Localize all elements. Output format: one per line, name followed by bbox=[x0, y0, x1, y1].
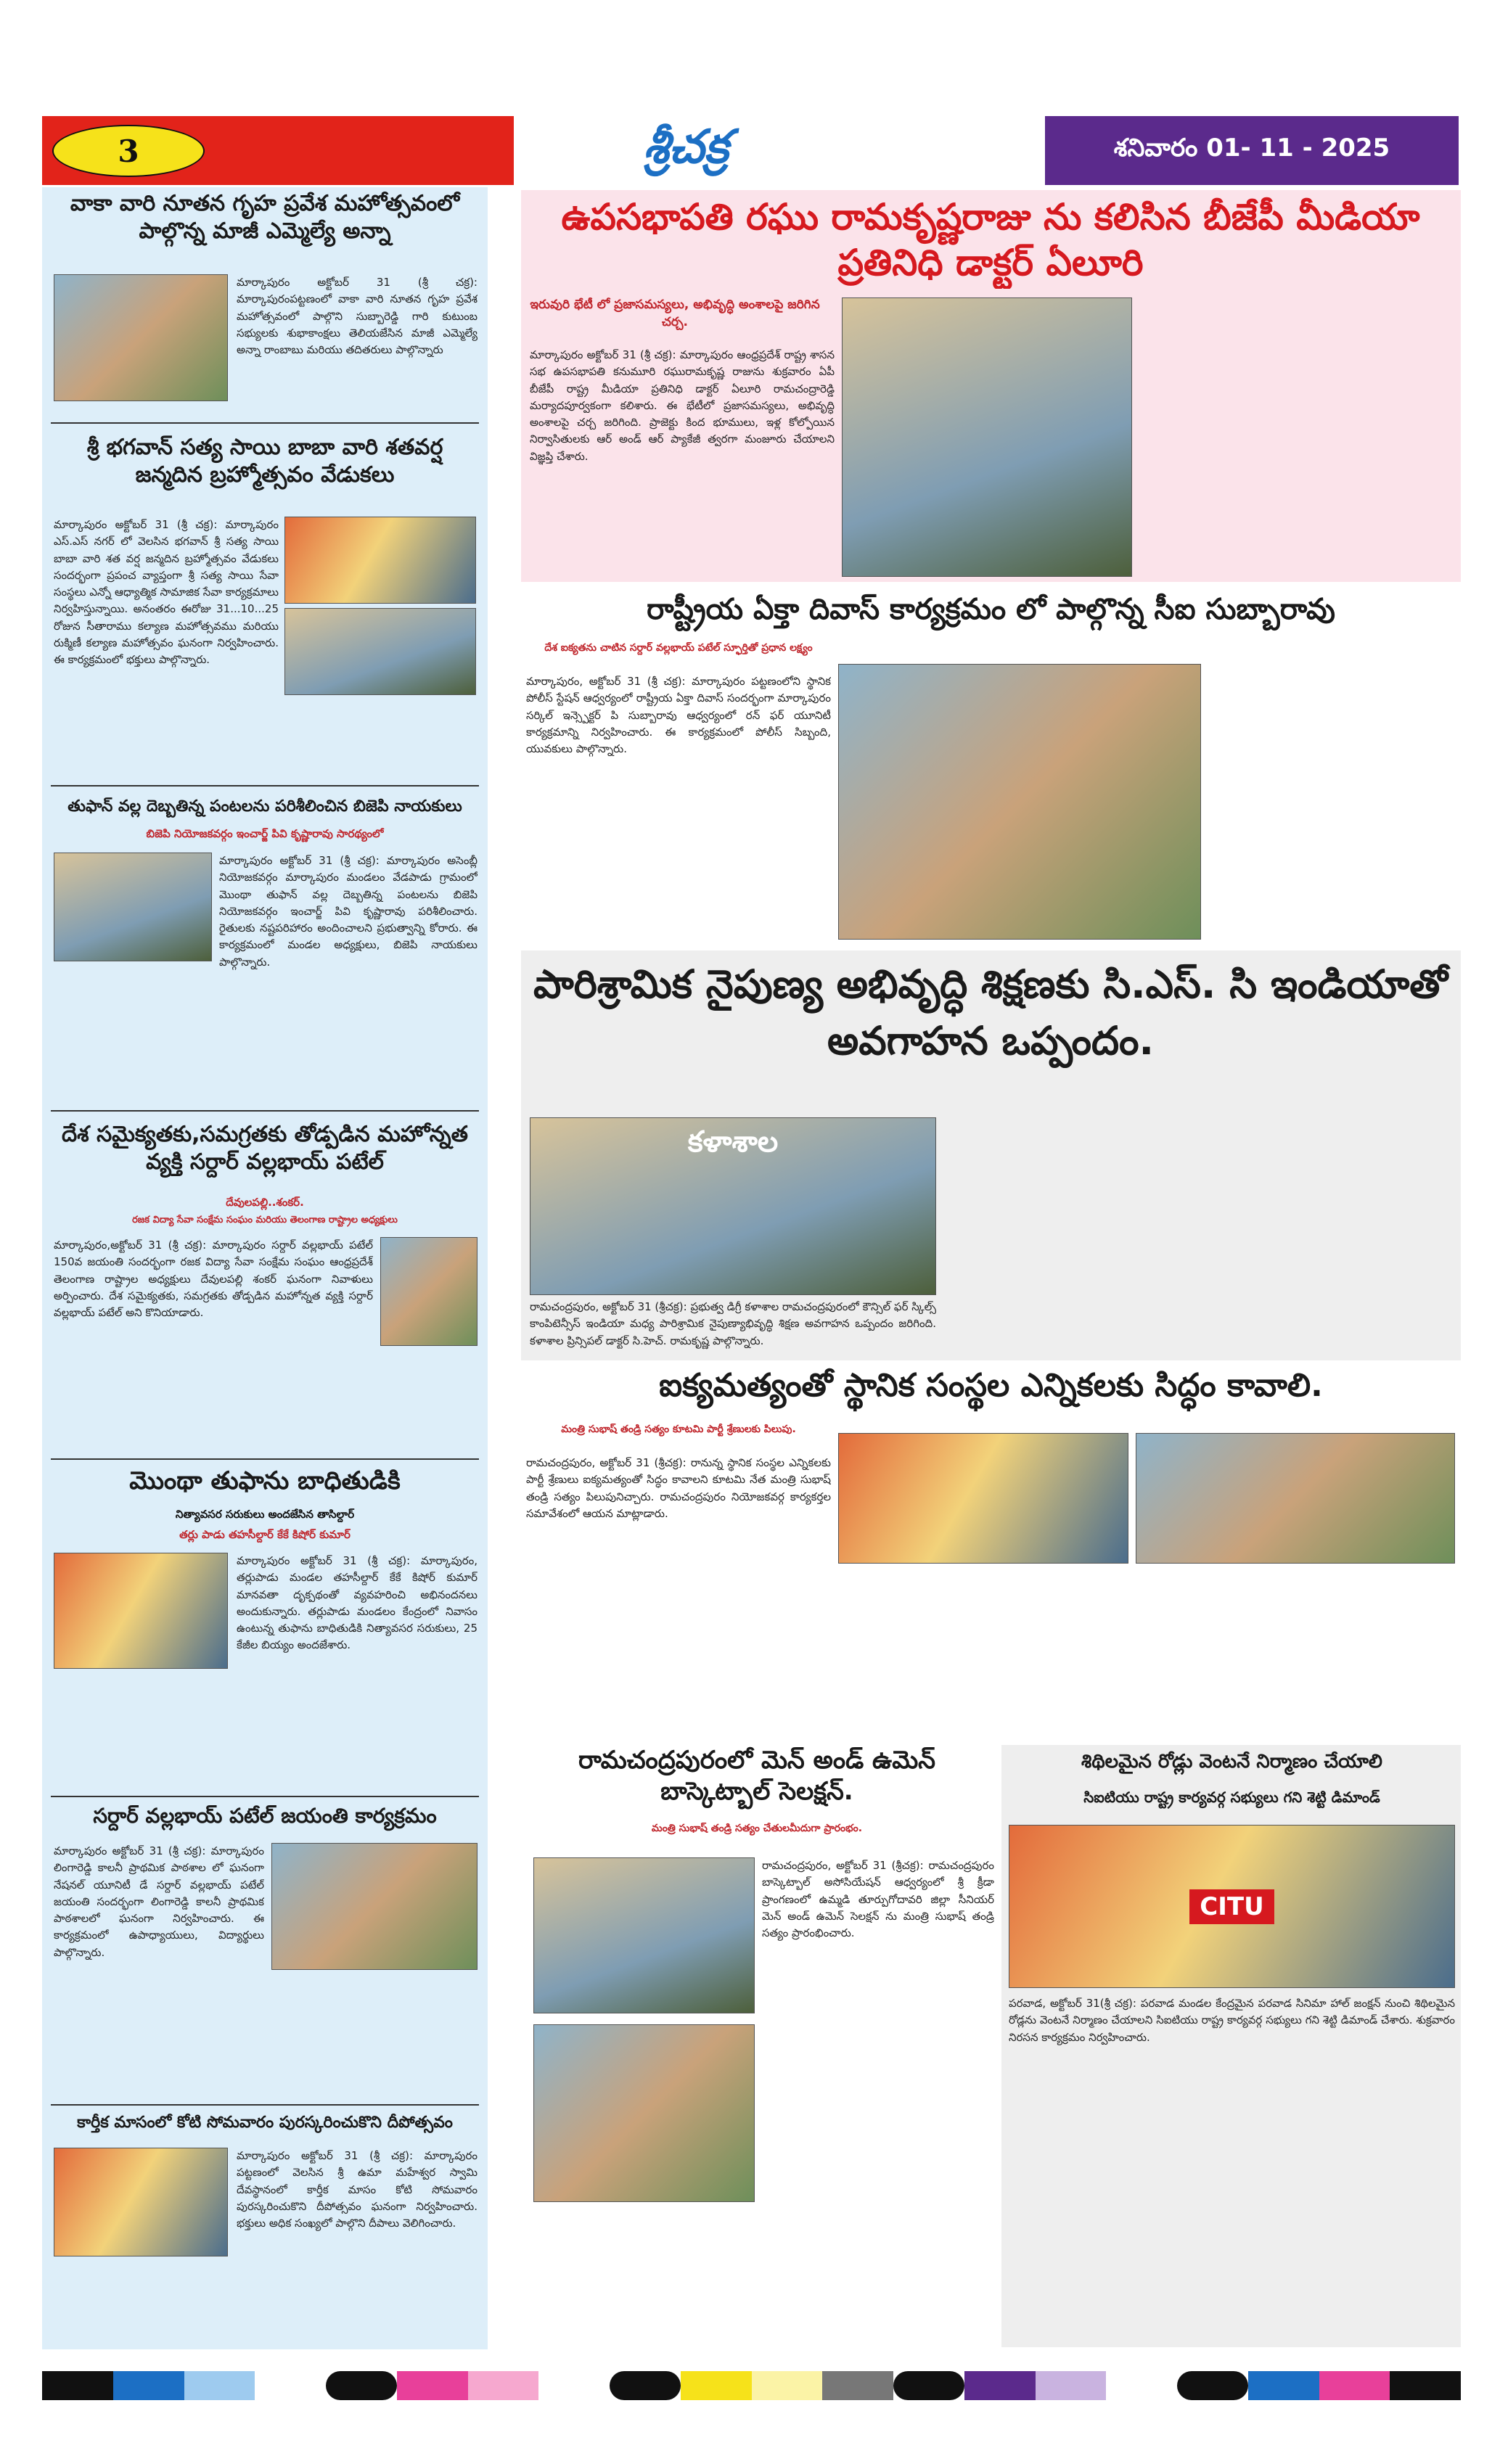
swatch bbox=[397, 2371, 468, 2400]
swatch bbox=[255, 2371, 326, 2400]
article-title: శిథిలమైన రోడ్లు వెంటనే నిర్మాణం చేయాలి bbox=[1081, 1751, 1382, 1773]
swatch bbox=[1177, 2371, 1248, 2400]
divider bbox=[51, 1458, 479, 1460]
divider bbox=[51, 1796, 479, 1797]
swatch bbox=[1036, 2371, 1107, 2400]
story-subtitle: బిజెపి నియోజకవర్గం ఇంచార్జ్ పివి కృష్ణారావు సారథ్యంలో bbox=[146, 827, 384, 840]
swatch bbox=[113, 2371, 184, 2400]
photo-banner-text: కళాశాల bbox=[687, 1125, 779, 1159]
article-subtitle: మంత్రి సుభాష్ తండ్రి సత్యం చేతులమీదుగా ప్రారంభం. bbox=[651, 1823, 863, 1834]
swatch bbox=[468, 2371, 539, 2400]
article-body-continued bbox=[1139, 297, 1455, 577]
story-photo bbox=[380, 1237, 478, 1346]
article-photo bbox=[1009, 1825, 1455, 1988]
page-number-badge bbox=[52, 125, 205, 177]
article-title: ఉపసభాపతి రఘు రామకృష్ణరాజు ను కలిసిన బీజేపీ మీడియా ప్రతినిధి డాక్టర్ ఏలూరి bbox=[561, 196, 1420, 284]
article-photo bbox=[530, 1117, 936, 1295]
article-photo bbox=[842, 297, 1132, 577]
article-body: రామచంద్రపురం, అక్టోబర్ 31 (శ్రీచక్ర): రామచంద్రపురం బాస్కెట్బాల్ అసోసియేషన్ ఆధ్వర్యంలో శ్రీ క్రీడా ప్రాంగణంలో ఉమ్మడి తూర్పుగోదావరి జిల్లా సీనియర్ మెన్ అండ్ ఉమెన్ సెలక్షన్ ను మంత్రి సుభాష్ తండ్రి సత్యం ప్రారంభించారు. bbox=[762, 1859, 994, 1939]
article-body: రామచంద్రపురం, అక్టోబర్ 31 (శ్రీచక్ర): రానున్న స్థానిక సంస్థల ఎన్నికలకు పార్టీ శ్రేణులు ఐక్యమత్యంతో సిద్ధం కావాలని కూటమి నేత మంత్రి సుభాష్ తండ్రి సత్యం పిలుపునిచ్చారు. రామచంద్రపురం నియోజకవర్గ కార్యకర్తల సమావేశంలో ఆయన మాట్లాడారు. bbox=[526, 1456, 831, 1520]
story-photo bbox=[284, 517, 476, 604]
story-body: మార్కాపురం అక్టోబర్ 31 (శ్రీ చక్ర): మార్కాపురం, తర్లుపాడు మండల తహసీల్దార్ కేకే కిషోర్ కుమార్ మానవతా దృక్పథంతో వ్యవహరించి అభినందనలు అందుకున్నారు. తర్లుపాడు మండలం కేంద్రంలో నివాసం ఉంటున్న తుఫాను బాధితుడికి నిత్యావసర సరుకులు, 25 కేజీల బియ్యం అందజేశారు. bbox=[237, 1554, 478, 1652]
story-subtitle: రజక విద్యా సేవా సంక్షేమ సంఘం మరియు తెలంగాణ రాష్ట్రాల అధ్యక్షులు bbox=[132, 1215, 398, 1225]
article-body-continued bbox=[838, 1571, 1455, 1734]
swatch bbox=[538, 2371, 610, 2400]
story-body: మార్కాపురం అక్టోబర్ 31 (శ్రీ చక్ర): మార్కాపురం అసెంబ్లీ నియోజకవర్గం మార్కాపురం మండలం వేడపాడు గ్రామంలో మొంథా తుఫాన్ వల్ల దెబ్బతిన్న పంటలను బిజెపి నియోజకవర్గం ఇంచార్జ్ పివి కృష్ణారావు పరిశీలించారు. రైతులకు నష్టపరిహారం అందించాలని ప్రభుత్వాన్ని కోరారు. ఈ కార్యక్రమంలో మండల అధ్యక్షులు, బిజెపి నాయకులు పాల్గొన్నారు. bbox=[219, 854, 478, 969]
newspaper-logo bbox=[581, 116, 791, 189]
article-title: రామచంద్రపురంలో మెన్ అండ్ ఉమెన్ బాస్కెట్బాల్ సెలక్షన్. bbox=[578, 1746, 936, 1806]
logo-text: శ్రీచక్ర bbox=[643, 120, 729, 174]
swatch bbox=[1106, 2371, 1177, 2400]
page-number: 3 bbox=[118, 133, 139, 169]
swatch bbox=[184, 2371, 255, 2400]
swatch bbox=[893, 2371, 964, 2400]
swatch bbox=[1248, 2371, 1319, 2400]
swatch bbox=[1319, 2371, 1390, 2400]
article-photo bbox=[533, 2024, 755, 2202]
story-photo bbox=[54, 2148, 228, 2256]
story-body: మార్కాపురం అక్టోబర్ 31 (శ్రీ చక్ర): మార్కాపురంపట్టణంలో వాకా వారి నూతన గృహ ప్రవేశ మహోత్సవంలో పాల్గొని సుబ్బారెడ్డి గారి కుటుంబ సభ్యులకు శుభాకాంక్షలు తెలియజేసిన మాజీ ఎమ్మెల్యే అన్నా రాంబాబు మరియు తదితరులు పాల్గొన్నారు bbox=[237, 276, 478, 356]
story-title: మొంథా తుఫాను బాధితుడికి bbox=[129, 1466, 401, 1495]
story-subtitle: తర్లు పాడు తహసీల్దార్ కేకే కిషోర్ కుమార్ bbox=[179, 1528, 351, 1541]
color-calibration-strip bbox=[42, 2371, 1461, 2400]
article-title: రాష్ట్రీయ ఏక్తా దివాస్ కార్యక్రమం లో పాల్గొన్న సీఐ సుబ్బారావు bbox=[647, 593, 1335, 626]
story-photo bbox=[54, 853, 212, 961]
article-photo bbox=[1136, 1433, 1455, 1564]
article-photo bbox=[838, 664, 1201, 940]
article-body: మార్కాపురం అక్టోబర్ 31 (శ్రీ చక్ర): మార్కాపురం ఆంధ్రప్రదేశ్ రాష్ట్ర శాసన సభ ఉపసభాపతి కనుమూరి రఘురామకృష్ణ రాజును శుక్రవారం ఏపీ బీజేపీ రాష్ట్ర మీడియా ప్రతినిధి డాక్టర్ ఏలూరి రామచంద్రారెడ్డి మర్యాదపూర్వకంగా కలిశారు. ఈ భేటీలో ప్రజాసమస్యలు, అభివృద్ధి అంశాలపై చర్చ జరిగింది. ప్రాజెక్టు కింద భూములు, ఇళ్ల కోల్పోయిన నిర్వాసితులకు ఆర్ అండ్ ఆర్ ప్యాకేజీ త్వరగా మంజూరు చేయాలని విజ్ఞప్తి చేశారు. bbox=[530, 348, 835, 463]
swatch bbox=[326, 2371, 397, 2400]
story-title: కార్తీక మాసంలో కోటి సోమవారం పురస్కరించుకొని దీపోత్సవం bbox=[77, 2114, 453, 2132]
story-body: మార్కాపురం,అక్టోబర్ 31 (శ్రీ చక్ర): మార్కాపురం సర్దార్ వల్లభాయ్ పటేల్ 150వ జయంతి సందర్భంగా రజక విద్యా సేవా సంక్షేమ సంఘం ఆంధ్రప్రదేశ్ తెలంగాణ రాష్ట్రాల అధ్యక్షులు దేవులపల్లి శంకర్ ఘనంగా నివాళులు అర్పించారు. దేశ సమైక్యతకు, సమగ్రతకు తోడ్పడిన మహోన్నత వ్యక్తి సర్దార్ వల్లభాయ్ పటేల్ అని కొనియాడారు. bbox=[54, 1239, 373, 1319]
divider bbox=[51, 422, 479, 424]
story-body: మార్కాపురం అక్టోబర్ 31 (శ్రీ చక్ర): మార్కాపురం లింగారెడ్డి కాలనీ ప్రాథమిక పాఠశాల లో ఘనంగా నేషనల్ యూనిటీ డే సర్దార్ వల్లభాయ్ పటేల్ జయంతి సందర్భంగా లింగారెడ్డి కాలనీ ప్రాథమిక పాఠశాలలో ఘనంగా నిర్వహించారు. ఈ కార్యక్రమంలో ఉపాధ్యాయులు, విద్యార్థులు పాల్గొన్నారు. bbox=[54, 1844, 264, 1959]
story-title: వాకా వారి నూతన గృహ ప్రవేశ మహోత్సవంలో పాల్గొన్న మాజీ ఎమ్మెల్యే అన్నా bbox=[70, 191, 460, 244]
date-bar bbox=[1045, 116, 1459, 185]
article-body-continued bbox=[943, 1117, 1455, 1357]
story-body: మార్కాపురం అక్టోబర్ 31 (శ్రీ చక్ర): మార్కాపురం పట్టణంలో వెలసిన శ్రీ ఉమా మహేశ్వర స్వామి దేవస్థానంలో కార్తీక మాసం కోటి సోమవారం పురస్కరించుకొని దీపోత్సవం ఘనంగా నిర్వహించారు. భక్తులు అధిక సంఖ్యలో పాల్గొని దీపాలు వెలిగించారు. bbox=[237, 2149, 478, 2230]
story-title: దేశ సమైక్యతకు,సమగ్రతకు తోడ్పడిన మహోన్నత వ్యక్తి సర్దార్ వల్లభాయ్ పటేల్ bbox=[61, 1122, 469, 1175]
story-photo bbox=[271, 1843, 478, 1970]
story-body: మార్కాపురం అక్టోబర్ 31 (శ్రీ చక్ర): మార్కాపురం ఎస్.ఎస్ నగర్ లో వెలసిన భగవాన్ శ్రీ సత్య సాయి బాబా వారి శత వర్ష జన్మదిన బ్రహ్మోత్సవం వేడుకలు సందర్భంగా ప్రపంచ వ్యాప్తంగా శ్రీ సత్య సాయి సేవా సంస్థలు ఎన్నో ఆధ్యాత్మిక సామాజిక సేవా కార్యక్రమాలు నిర్వహిస్తున్నాయి. అనంతరం ఈరోజు 31...10...25 రోజున సీతారాము కల్యాణ మహోత్సవము మరియు రుక్మిణీ కల్యాణ మహోత్సవం ఘనంగా నిర్వహించారు. ఈ కార్యక్రమంలో భక్తులు పాల్గొన్నారు. bbox=[54, 518, 279, 666]
article-subtitle: మంత్రి సుభాష్ తండ్రి సత్యం కూటమి పార్టీ శ్రేణులకు పిలుపు. bbox=[561, 1424, 796, 1435]
swatch bbox=[1390, 2371, 1461, 2400]
citu-banner: CITU bbox=[1189, 1889, 1274, 1924]
article-title-secondary: సిఐటియు రాష్ట్ర కార్యవర్గ సభ్యులు గని శెట్టి డిమాండ్ bbox=[1083, 1789, 1380, 1806]
article-title: ఐక్యమత్యంతో స్థానిక సంస్థల ఎన్నికలకు సిద్ధం కావాలి. bbox=[659, 1367, 1323, 1404]
story-photo bbox=[54, 1553, 228, 1669]
swatch bbox=[610, 2371, 681, 2400]
swatch bbox=[681, 2371, 752, 2400]
story-photo bbox=[54, 274, 228, 401]
article-body-continued bbox=[1208, 664, 1459, 940]
story-title: తుఫాన్ వల్ల దెబ్బతిన్న పంటలను పరిశీలించిన బిజెపి నాయకులు bbox=[67, 797, 462, 816]
article-photo bbox=[533, 1857, 755, 2013]
swatch bbox=[822, 2371, 893, 2400]
issue-date: శనివారం 01- 11 - 2025 bbox=[1113, 133, 1390, 163]
story-byline: దేవులపల్లి..శంకర్. bbox=[226, 1196, 304, 1209]
divider bbox=[51, 2104, 479, 2106]
divider bbox=[51, 1110, 479, 1112]
divider bbox=[51, 785, 479, 787]
article-body: పరవాడ, అక్టోబర్ 31(శ్రీ చక్ర): పరవాడ మండల కేంద్రమైన పరవాడ సినిమా హాల్ జంక్షన్ నుంచి శిథిలమైన రోడ్లను వెంటనే నిర్మాణం చేయాలని సిఐటియు రాష్ట్ర కార్యవర్గ సభ్యులు గని శెట్టి డిమాండ్ చేశారు. శుక్రవారం నిరసన కార్యక్రమం నిర్వహించారు. bbox=[1009, 1997, 1455, 2044]
article-body-continued bbox=[533, 2209, 994, 2347]
story-title: శ్రీ భగవాన్ సత్య సాయి బాబా వారి శతవర్ష జన్మదిన బ్రహ్మోత్సవం వేడుకలు bbox=[86, 435, 443, 488]
article-body: రామచంద్రపురం, అక్టోబర్ 31 (శ్రీచక్ర): ప్రభుత్వ డిగ్రీ కళాశాల రామచంద్రపురంలో కౌన్సిల్ ఫర్ స్కిల్స్ కాంపిటెన్సీస్ ఇండియా మధ్య పారిశ్రామిక నైపుణ్యాభివృద్ధి శిక్షణ అవగాహన ఒప్పందం జరిగింది. కళాశాల ప్రిన్సిపల్ డాక్టర్ సి.హెచ్. రామకృష్ణ పాల్గొన్నారు. bbox=[530, 1300, 936, 1347]
story-subtitle: నిత్యావసర సరుకులు అందజేసిన తాసిల్దార్ bbox=[175, 1508, 355, 1521]
swatch bbox=[752, 2371, 823, 2400]
article-subtitle: ఇరువురి భేటీ లో ప్రజాసమస్యలు, అభివృద్ధి అంశాలపై జరిగిన చర్చ. bbox=[530, 297, 820, 329]
story-title: సర్దార్ వల్లభాయ్ పటేల్ జయంతి కార్యక్రమం bbox=[93, 1804, 437, 1828]
swatch bbox=[964, 2371, 1036, 2400]
article-body: మార్కాపురం, అక్టోబర్ 31 (శ్రీ చక్ర): మార్కాపురం పట్టణంలోని స్థానిక పోలీస్ స్టేషన్ ఆధ్వర్యంలో రాష్ట్రీయ ఏక్తా దివాస్ సందర్భంగా మార్కాపురం సర్కిల్ ఇన్స్పెక్టర్ పి సుబ్బారావు ఆధ్వర్యంలో రన్ ఫర్ యూనిటీ కార్యక్రమాన్ని నిర్వహించారు. ఈ కార్యక్రమంలో పోలీస్ సిబ్బంది, యువకులు పాల్గొన్నారు. bbox=[526, 675, 831, 755]
article-title: పారిశ్రామిక నైపుణ్య అభివృద్ధి శిక్షణకు సి.ఎస్. సి ఇండియాతో అవగాహన ఒప్పందం. bbox=[533, 961, 1448, 1064]
story-photo bbox=[284, 608, 476, 695]
swatch bbox=[42, 2371, 113, 2400]
article-subtitle: దేశ ఐక్యతను చాటిన సర్దార్ వల్లభాయ్ పటేల్ స్ఫూర్తితో ప్రధాన లక్ష్యం bbox=[544, 642, 813, 654]
article-photo bbox=[838, 1433, 1128, 1564]
